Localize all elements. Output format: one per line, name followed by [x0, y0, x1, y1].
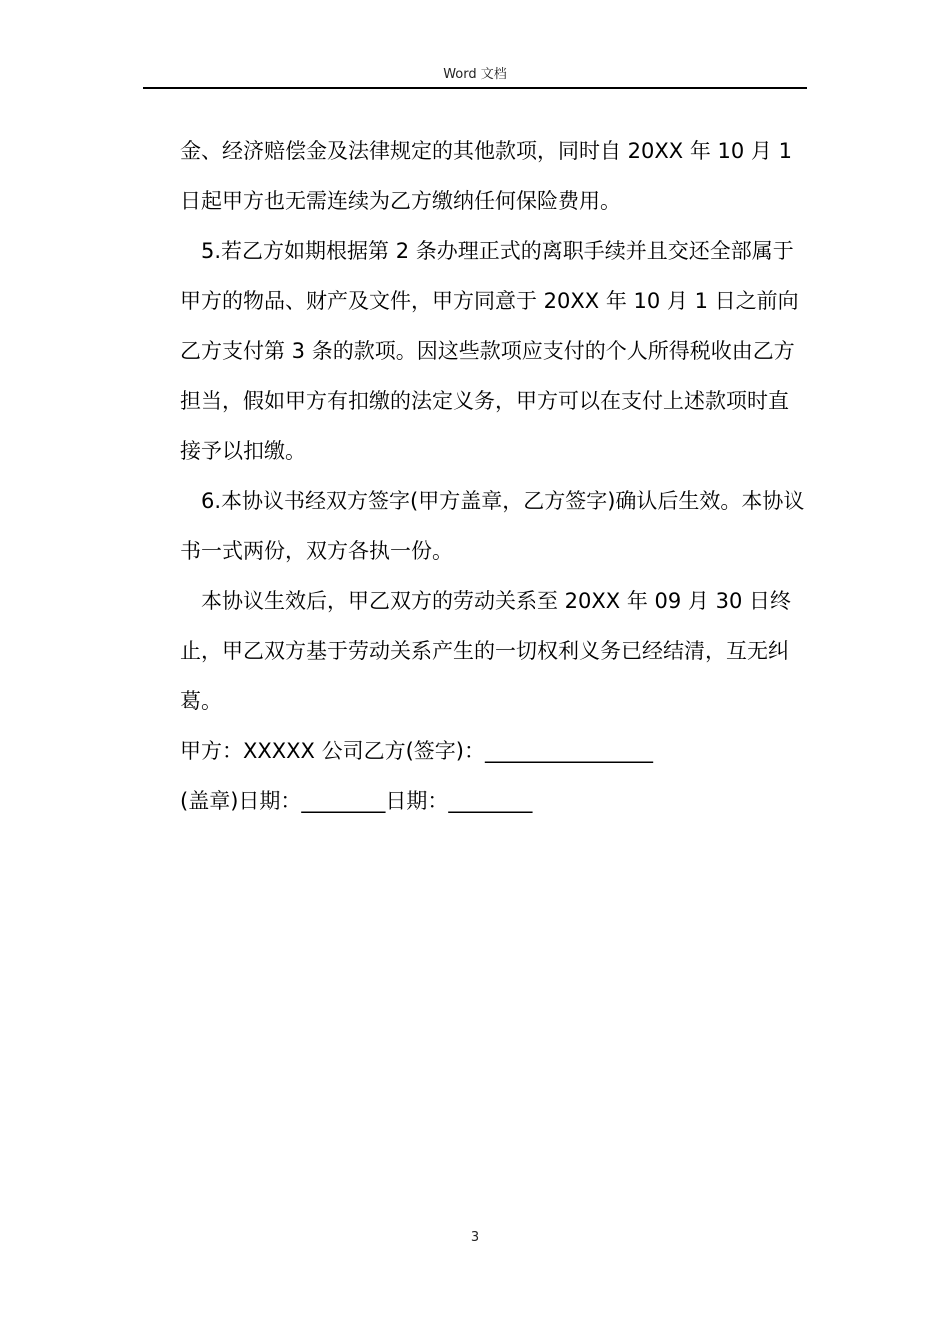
signature-parties-line: 甲方：XXXXX 公司乙方(签字)：________________	[180, 739, 653, 763]
page-header: Word 文档	[443, 67, 507, 82]
paragraph-clause-6: 6.本协议书经双方签字(甲方盖章，乙方签字)确认后生效。本协议书一式两份，双方各执一份。	[180, 489, 805, 563]
paragraph-clause-5: 5.若乙方如期根据第 2 条办理正式的离职手续并且交还全部属于甲方的物品、财产及文件，甲方同意于 20XX 年 10 月 1 日之前向乙方支付第 3 条的款项。因这些款项应支付的个人所得税收由乙方担当，假如甲方有扣缴的法定义务，甲方可以在支付上述款项时直接予以扣缴。	[180, 239, 799, 463]
paragraph-termination: 本协议生效后，甲乙双方的劳动关系至 20XX 年 09 月 30 日终止，甲乙双方基于劳动关系产生的一切权利义务已经结清，互无纠葛。	[180, 589, 791, 713]
header-divider	[143, 87, 807, 89]
page-number: 3	[470, 1230, 480, 1245]
document-body	[180, 126, 806, 826]
signature-date-line: (盖章)日期：________日期：________	[180, 789, 533, 813]
paragraph-continuation: 金、经济赔偿金及法律规定的其他款项，同时自 20XX 年 10 月 1 日起甲方也无需连续为乙方缴纳任何保险费用。	[180, 139, 792, 213]
